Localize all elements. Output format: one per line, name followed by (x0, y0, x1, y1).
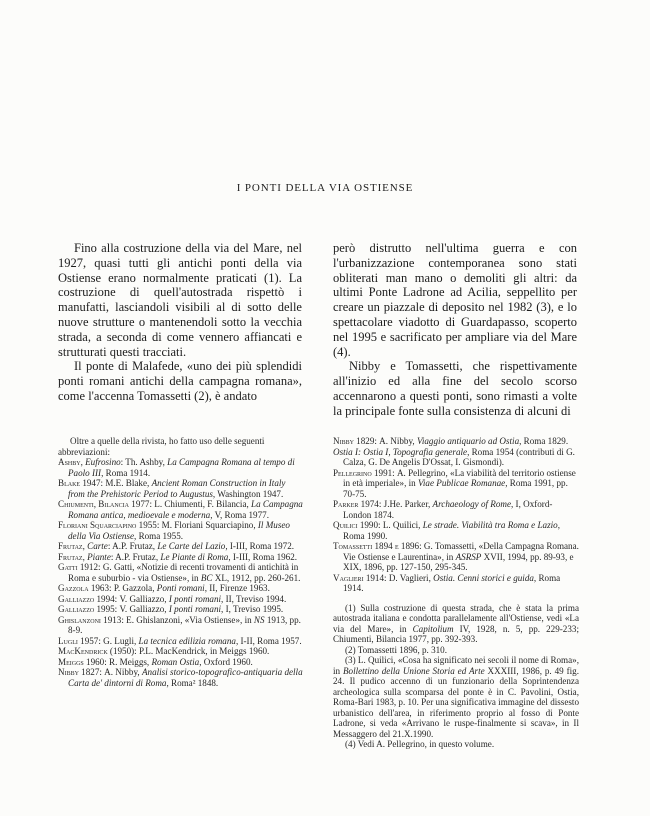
entry-text: G. Lugli, (103, 635, 139, 646)
entry-text: , Roma 1954 (contributi di G. Calza, G. De Angelis D'Ossat, I. Gismondi). (343, 446, 575, 467)
bibliography-column-right (333, 436, 579, 750)
entry-work-title: I ponti romani (168, 593, 222, 604)
entry-key: Blake 1947: (58, 478, 106, 488)
entry-work-title: Viae Publicae Romanae (418, 478, 506, 488)
entry-text: , Roma 1991, pp. 70-75. (343, 478, 568, 499)
entry-key: Gatti 1912: (58, 562, 103, 572)
entry-text: M.E. Blake, (105, 478, 152, 488)
footnote (333, 655, 579, 739)
entry-work-title: I ponti romani (168, 604, 222, 614)
entry-text: V. Galliazzo, (119, 593, 169, 604)
bibliography-entry (58, 552, 304, 563)
entry-work-title: Ponti romani (156, 583, 205, 593)
entry-text: : Th. Ashby, (120, 457, 168, 467)
entry-text: V. Galliazzo, (119, 604, 169, 614)
bibliography-entry (58, 583, 304, 594)
bibliography-entry (333, 468, 579, 500)
bibliography-entry (333, 436, 579, 447)
footnote-text: (3) L. Quilici, «Cosa ha significato nei secoli il nome di Roma», in (333, 655, 579, 676)
entry-text: , I-II, Roma 1957. (235, 635, 302, 646)
body-paragraph: però distrutto nell'ultima guerra e con l'urbanizzazione contemporanea sono stati obliterati man mano o demoliti gli altri: da ultimi Ponte Ladrone ad Acilia, seppellito per creare un piazzale di deposito nel 1982 (3), e lo spettacolare viadotto di Guardapasso, scoperto nel 1995 e sacrificato per ampliare via del Mare (4). (333, 241, 577, 359)
bibliography-entry (58, 657, 304, 668)
entry-key: Ghislanzoni 1913: (58, 614, 127, 625)
footnote (333, 645, 579, 656)
page-title: I PONTI DELLA VIA OSTIENSE (236, 182, 414, 194)
entry-key: Chiumenti, Bilancia 1977: (58, 499, 155, 509)
entry-text: XL, 1912, pp. 260-261. (212, 572, 301, 583)
entry-text: D. Vaglieri, (388, 572, 434, 583)
entry-key: Nibby 1829: (333, 436, 380, 446)
bibliography-entry (333, 573, 579, 594)
footnote-work-title: Capitolium (412, 623, 454, 634)
bibliography-column-left (58, 436, 304, 688)
entry-text: , I, Treviso 1995. (221, 604, 284, 614)
entry-short-title: Piante (87, 551, 111, 562)
entry-text: M. Floriani Squarciapino, (161, 520, 258, 530)
entry-key: Quilici 1990: (333, 520, 383, 530)
bibliography-entry (58, 499, 304, 520)
entry-text: , I, Oxford-London 1874. (343, 499, 553, 520)
entry-key: Vaglieri 1914: (333, 572, 389, 583)
entry-work-title: ASRSP (455, 551, 482, 562)
entry-text: R. Meiggs, (109, 656, 152, 667)
footnote-text: IV, 1928, n. 5, pp. 229-233; Chiumenti, Bilancia 1977, pp. 392-393. (333, 623, 579, 644)
entry-key: Tomassetti 1894 e 1896: (333, 541, 424, 551)
entry-work-title: Le Carte del Lazio (157, 541, 226, 551)
entry-key: Parker 1974: (333, 499, 384, 509)
entry-key: Galliazzo 1994: (58, 593, 120, 604)
entry-text: P. Gazzola, (113, 583, 157, 593)
body-paragraph: Il ponte di Malafede, «uno dei più splendidi ponti romani antichi della campagna romana», come l'accenna Tomassetti (2), è andato (58, 359, 302, 403)
entry-work-title: Roman Ostia (151, 656, 200, 667)
bibliography-entry (333, 541, 579, 573)
entry-key: Ashby, (58, 457, 86, 467)
entry-work-title: Le strade. Viabilità tra Roma e Lazio (422, 520, 558, 530)
bibliography-intro: abbreviazioni: (58, 446, 111, 457)
entry-key: Pellegrino 1991: (333, 467, 397, 478)
entry-text: J.He. Parker, (383, 499, 433, 509)
entry-text: G. Tomassetti, «Della Campagna Romana. Vie Ostiense e Laurentina», in (343, 541, 579, 562)
entry-text: , Roma 1990. (343, 520, 560, 541)
entry-work-title: Analisi storico-topografico-antiquaria della Carta de' dintorni di Roma (68, 667, 303, 688)
entry-text: XVII, 1994, pp. 89-93, e XIX, 1896, pp. 127-150, 295-345. (343, 551, 574, 572)
footnote (333, 739, 579, 750)
entry-work-title: Viaggio antiquario ad Ostia (416, 436, 520, 446)
entry-short-title: Eufrosino (85, 457, 121, 467)
entry-work-title: La Campagna Romana al tempo di Paolo III (68, 457, 295, 478)
entry-work-title: La tecnica edilizia romana (138, 635, 236, 646)
bibliography-entry (58, 520, 304, 541)
footnote-work-title: Bollettino della Unione Storia ed Arte (342, 665, 485, 676)
body-column-right (333, 241, 577, 419)
bibliography-intro: Oltre a quelle della rivista, ho fatto uso delle seguenti (70, 436, 265, 446)
entry-text: , I-III, Roma 1972. (225, 541, 295, 551)
entry-work-title: La Campagna Romana antica, medioevale e moderna (68, 499, 303, 520)
entry-text: A. Nibby, (379, 436, 417, 446)
entry-text: , II, Treviso 1994. (221, 593, 287, 604)
entry-work-title: BC (200, 572, 213, 583)
entry-key: Nibby 1827: (58, 667, 105, 677)
bibliography-entry (58, 636, 304, 647)
bibliography-entry (333, 447, 579, 468)
bibliography-entry (333, 499, 579, 520)
entry-key: MacKendrick (1950): (58, 646, 139, 656)
entry-text: , Oxford 1960. (199, 656, 253, 667)
entry-text: E. Ghislanzoni, «Via Ostiense», in (126, 614, 254, 625)
entry-text: , Roma 1829. (519, 436, 569, 446)
bibliography-entry (58, 667, 304, 688)
footnote-text: (1) Sulla costruzione di questa strada, che è stata la prima autostrada italiana e condotta parallelamente all'Ostiense, vedi «La via del Mare», in (333, 602, 579, 634)
entry-work-title: Le Piante di Roma (160, 551, 229, 562)
footnote-text: XXXIII, 1986, p. 49 fig. 24. Il pudico accenno di un funzionario della Soprintendenza archeologica sulla scomparsa del ponte è in C. Pavolini, Ostia, Roma-Bari 1983, p. 10. Per una significativa immagine del dissesto urbanistico dell'area, in riferimento proprio al fosso di Ponte Ladrone, si veda «Arrivano le ruspe-finalmente si scava», in Il Messaggero del 21.X.1990. (333, 665, 579, 739)
body-paragraph: Nibby e Tomassetti, che rispettivamente all'inizio ed alla fine del secolo scorso accennarono a questi ponti, sono rimasti a volte la principale fonte sulla consistenza di alcuni di (333, 359, 577, 418)
bibliography-entry (58, 457, 304, 478)
entry-key: Frutaz, (58, 541, 88, 551)
bibliography-list (333, 436, 579, 594)
bibliography-entry (58, 541, 304, 552)
bibliography-entry (58, 594, 304, 605)
bibliography-entry (58, 615, 304, 636)
entry-text: 1913, pp. 8-9. (68, 614, 301, 635)
entry-text: L. Quilici, (382, 520, 423, 530)
entry-text: , Washington 1947. (212, 488, 284, 499)
entry-key: Galliazzo 1995: (58, 604, 120, 614)
entry-work-title: Archaeology of Rome (432, 499, 511, 509)
entry-text: , Roma 1914. (343, 572, 561, 593)
bibliography-entry (58, 562, 304, 583)
entry-text: , Roma 1914. (101, 467, 151, 478)
entry-key: Gazzola 1963: (58, 583, 114, 593)
footnote-text: (2) Tomassetti 1896, p. 310. (345, 644, 447, 655)
entry-short-title: Ostia I: Ostia I, Topografia generale (333, 446, 468, 457)
entry-text: : A.P. Frutaz, (107, 541, 158, 551)
entry-text: G. Gatti, «Notizie di recenti trovamenti di antichità in Roma e suburbio - via Ostiense», in (68, 562, 299, 583)
body-paragraph: Fino alla costruzione della via del Mare, nel 1927, quasi tutti gli antichi ponti della via Ostiense erano normalmente praticati (1). La costruzione di quell'autostrada rispettò i manufatti, lasciandoli visibili al di sotto delle nuove strutture o mantenendoli sotto la vecchia strada, a seconda di come vennero affiancati e strutturati questi tracciati. (58, 241, 302, 359)
entry-text: A. Pellegrino, «La viabilità del territorio ostiense in età imperiale», in (343, 467, 576, 488)
bibliography-list (58, 457, 304, 688)
entry-short-title: Carte (87, 541, 108, 551)
entry-text: , Roma 1955. (134, 530, 184, 541)
entry-key: Meiggs 1960: (58, 656, 110, 667)
entry-key: Lugli 1957: (58, 635, 104, 646)
footnote (333, 603, 579, 645)
entry-text: A. Nibby, (104, 667, 142, 677)
entry-key: Floriani Squarciapino 1955: (58, 520, 162, 530)
body-column-left (58, 241, 302, 404)
entry-text: , I-III, Roma 1962. (228, 551, 298, 562)
entry-text: , Roma² 1848. (166, 677, 219, 688)
entry-text: , II, Firenze 1963. (204, 583, 270, 593)
footnotes (333, 603, 579, 750)
entry-text: : A.P. Frutaz, (110, 551, 161, 562)
bibliography-entry (58, 478, 304, 499)
entry-work-title: Ostia. Cenni storici e guida (433, 572, 534, 583)
entry-work-title: NS (253, 614, 265, 625)
bibliography-entry (58, 604, 304, 615)
entry-work-title: Il Museo della Via Ostiense (68, 520, 290, 541)
entry-key: Frutaz, (58, 551, 88, 562)
entry-text: L. Chiumenti, F. Bilancia, (154, 499, 252, 509)
entry-work-title: Ancient Roman Construction in Italy from the Prehistoric Period to Augustus (68, 478, 286, 499)
bibliography-entry (58, 646, 304, 657)
entry-text: , V, Roma 1977. (210, 509, 269, 520)
entry-text: P.L. MacKendrick, in Meiggs 1960. (138, 646, 270, 656)
footnote-text: (4) Vedi A. Pellegrino, in questo volume. (345, 739, 495, 749)
bibliography-entry (333, 520, 579, 541)
